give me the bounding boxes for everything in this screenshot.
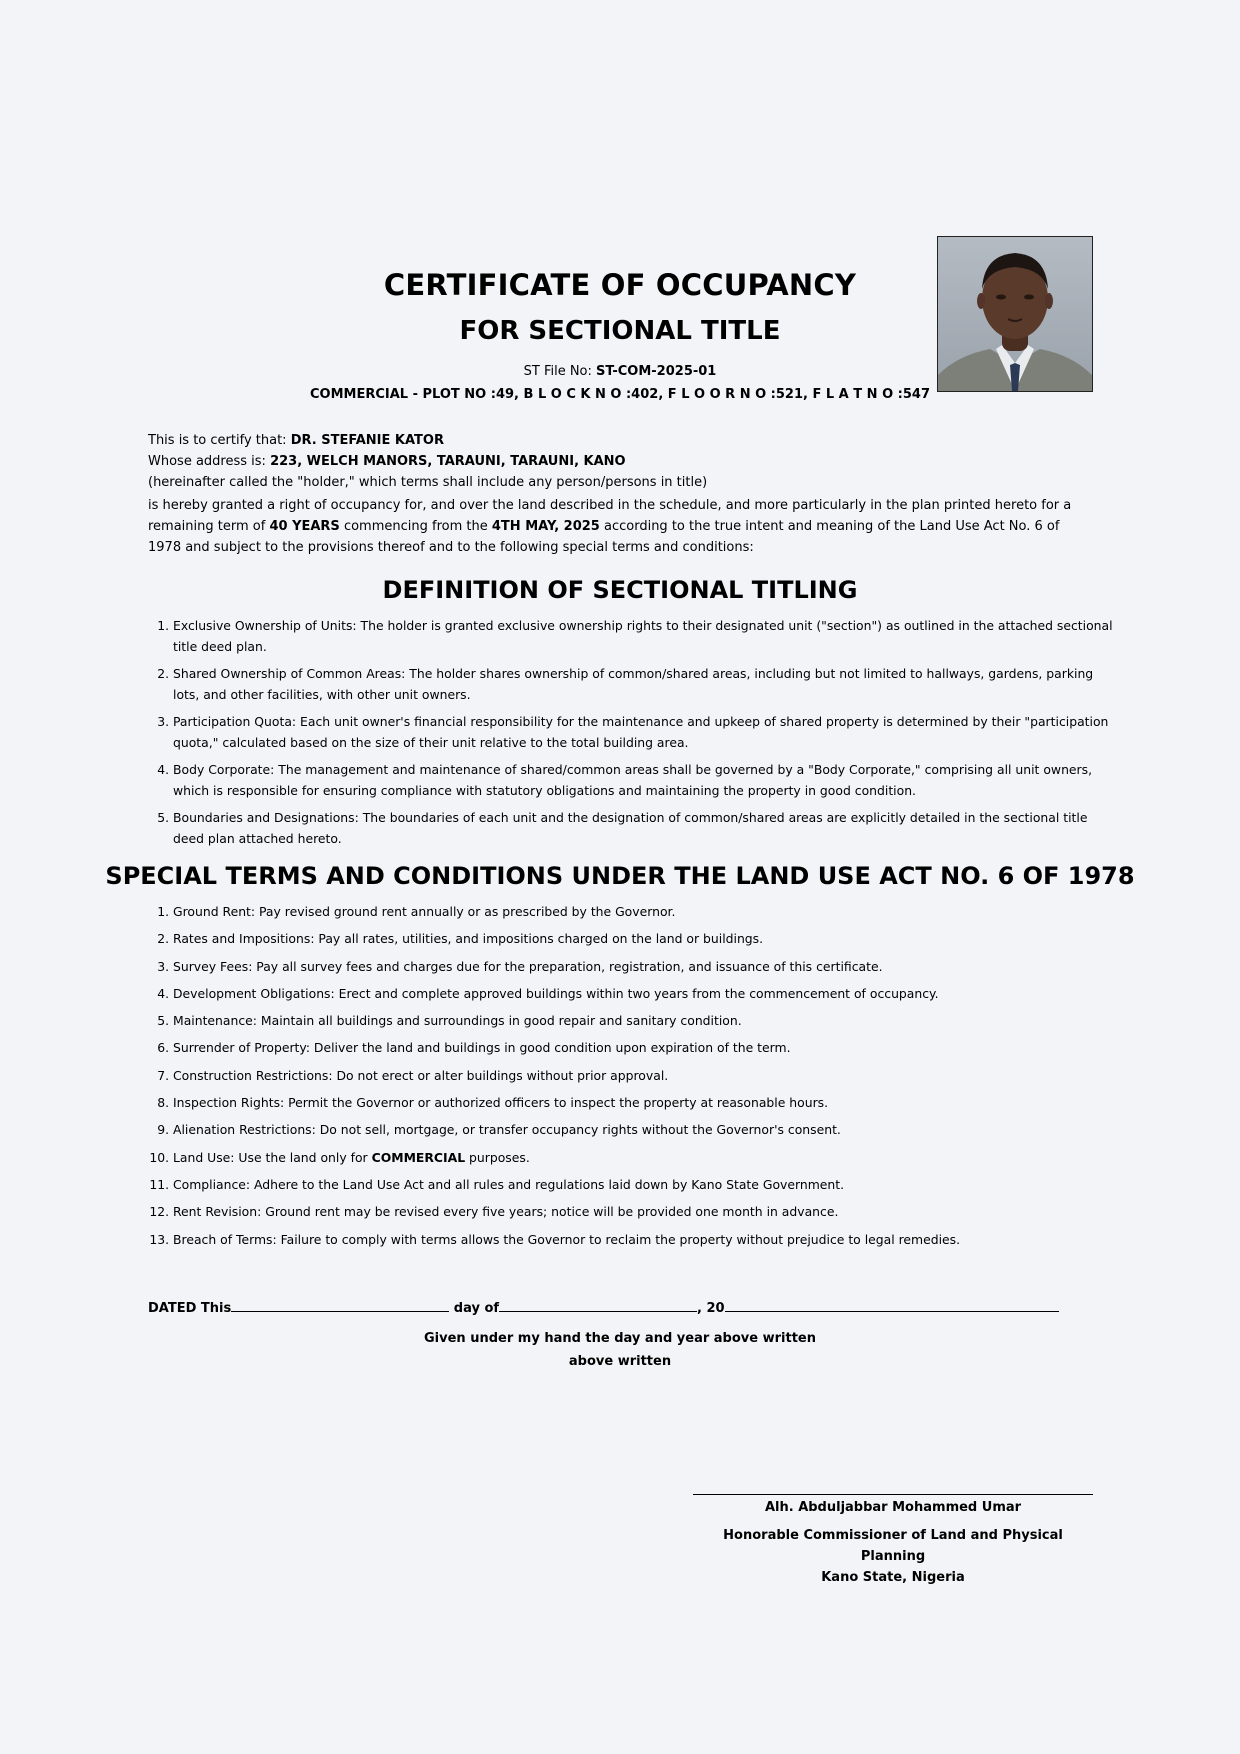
grant-start-date: 4TH MAY, 2025 bbox=[491, 519, 600, 534]
land-use-item bbox=[173, 1148, 1118, 1168]
certificate-subtitle: FOR SECTIONAL TITLE bbox=[459, 316, 781, 346]
list-item: 2. Shared Ownership of Common Areas: The holder shares ownership of common/shared areas, including but not limited to hallways, gardens, parking lots, and other facilities, with other unit owners. bbox=[173, 664, 1118, 705]
year-prefix: , 20 bbox=[697, 1301, 725, 1316]
list-item: 12. Rent Revision: Ground rent may be revised every five years; notice will be provided one month in advance. bbox=[173, 1202, 1118, 1222]
land-use-prefix: Land Use: Use the land only for bbox=[173, 1149, 368, 1165]
grant-paragraph bbox=[148, 495, 1093, 558]
dated-line bbox=[148, 1299, 1098, 1316]
file-number-label: ST File No: bbox=[523, 364, 592, 379]
terms-heading: SPECIAL TERMS AND CONDITIONS UNDER THE LAND USE ACT NO. 6 OF 1978 bbox=[105, 862, 1135, 890]
grant-text-2: commencing from the bbox=[343, 519, 488, 534]
given-line-1: Given under my hand the day and year above written bbox=[424, 1331, 816, 1346]
grant-text-3: according to the true intent and meaning of the Land Use Act No. 6 of 1978 and subject to the provisions thereof and to the following special terms and conditions: bbox=[148, 519, 1060, 555]
file-number-value: ST-COM-2025-01 bbox=[596, 364, 717, 379]
certificate-title: CERTIFICATE OF OCCUPANCY bbox=[383, 268, 857, 302]
list-item: 9. Alienation Restrictions: Do not sell, mortgage, or transfer occupancy rights without the Governor's consent. bbox=[173, 1120, 1118, 1140]
dated-this-label: DATED This bbox=[148, 1301, 232, 1316]
signature-line bbox=[693, 1494, 1093, 1495]
signatory-title-block bbox=[693, 1525, 1093, 1588]
list-item: 5. Maintenance: Maintain all buildings and surroundings in good repair and sanitary condition. bbox=[173, 1011, 1118, 1031]
list-item: 6. Surrender of Property: Deliver the land and buildings in good condition upon expiration of the term. bbox=[173, 1038, 1118, 1058]
signatory-name: Alh. Abduljabbar Mohammed Umar bbox=[764, 1500, 1022, 1515]
list-item: 8. Inspection Rights: Permit the Governor or authorized officers to inspect the property at reasonable hours. bbox=[173, 1093, 1118, 1113]
signatory-location: Kano State, Nigeria bbox=[821, 1570, 965, 1585]
list-item: 3. Survey Fees: Pay all survey fees and charges due for the preparation, registration, and issuance of this certificate. bbox=[173, 957, 1118, 977]
grant-term: 40 YEARS bbox=[269, 519, 340, 534]
certify-label: This is to certify that: bbox=[148, 433, 287, 448]
holder-line bbox=[148, 430, 1093, 451]
holder-name: DR. STEFANIE KATOR bbox=[290, 433, 444, 448]
plot-details: COMMERCIAL - PLOT NO :49, B L O C K N O :402, F L O O R N O :521, F L A T N O :547 bbox=[309, 387, 930, 402]
day-blank[interactable] bbox=[231, 1299, 449, 1312]
list-item: 4. Body Corporate: The management and maintenance of shared/common areas shall be governed by a "Body Corporate," comprising all unit owners, which is responsible for ensuring compliance with statutory obligations and maintaining the property in good condition. bbox=[173, 760, 1118, 801]
year-blank[interactable] bbox=[725, 1299, 1059, 1312]
list-item: 3. Participation Quota: Each unit owner's financial responsibility for the maintenance and upkeep of shared property is determined by their "participation quota," calculated based on the size of their unit relative to the total building area. bbox=[173, 712, 1118, 753]
terms-list bbox=[148, 902, 1118, 1257]
list-item: 5. Boundaries and Designations: The boundaries of each unit and the designation of common/shared areas are explicitly detailed in the sectional title deed plan attached hereto. bbox=[173, 808, 1118, 849]
definitions-heading: DEFINITION OF SECTIONAL TITLING bbox=[382, 576, 858, 604]
land-use-type: COMMERCIAL bbox=[371, 1149, 466, 1165]
list-item: 1. Exclusive Ownership of Units: The holder is granted exclusive ownership rights to their designated unit ("section") as outlined in the attached sectional title deed plan. bbox=[173, 616, 1118, 657]
signatory-title: Honorable Commissioner of Land and Physical Planning bbox=[723, 1528, 1063, 1564]
hereinafter-line: (hereinafter called the "holder," which terms shall include any person/persons in title) bbox=[148, 475, 708, 490]
list-item: 11. Compliance: Adhere to the Land Use Act and all rules and regulations laid down by Kano State Government. bbox=[173, 1175, 1118, 1195]
address-line bbox=[148, 451, 1093, 472]
list-item: 7. Construction Restrictions: Do not erect or alter buildings without prior approval. bbox=[173, 1066, 1118, 1086]
given-under-hand bbox=[0, 1327, 1240, 1373]
month-blank[interactable] bbox=[499, 1299, 697, 1312]
list-item: 13. Breach of Terms: Failure to comply with terms allows the Governor to reclaim the property without prejudice to legal remedies. bbox=[173, 1230, 1118, 1250]
definitions-list bbox=[148, 616, 1118, 856]
day-of-label: day of bbox=[453, 1301, 500, 1316]
intro-section bbox=[148, 430, 1093, 558]
given-line-2: above written bbox=[568, 1354, 672, 1369]
list-item: 4. Development Obligations: Erect and complete approved buildings within two years from the commencement of occupancy. bbox=[173, 984, 1118, 1004]
file-number bbox=[0, 364, 1240, 379]
list-item: 1. Ground Rent: Pay revised ground rent annually or as prescribed by the Governor. bbox=[173, 902, 1118, 922]
land-use-suffix: purposes. bbox=[469, 1149, 530, 1165]
address-label: Whose address is: bbox=[148, 454, 266, 469]
grant-text-1: is hereby granted a right of occupancy for, and over the land described in the schedule, and more particularly in the plan printed hereto for a remaining term of bbox=[148, 498, 1072, 534]
holder-address: 223, WELCH MANORS, TARAUNI, TARAUNI, KANO bbox=[270, 454, 626, 469]
list-item: 2. Rates and Impositions: Pay all rates, utilities, and impositions charged on the land or buildings. bbox=[173, 929, 1118, 949]
